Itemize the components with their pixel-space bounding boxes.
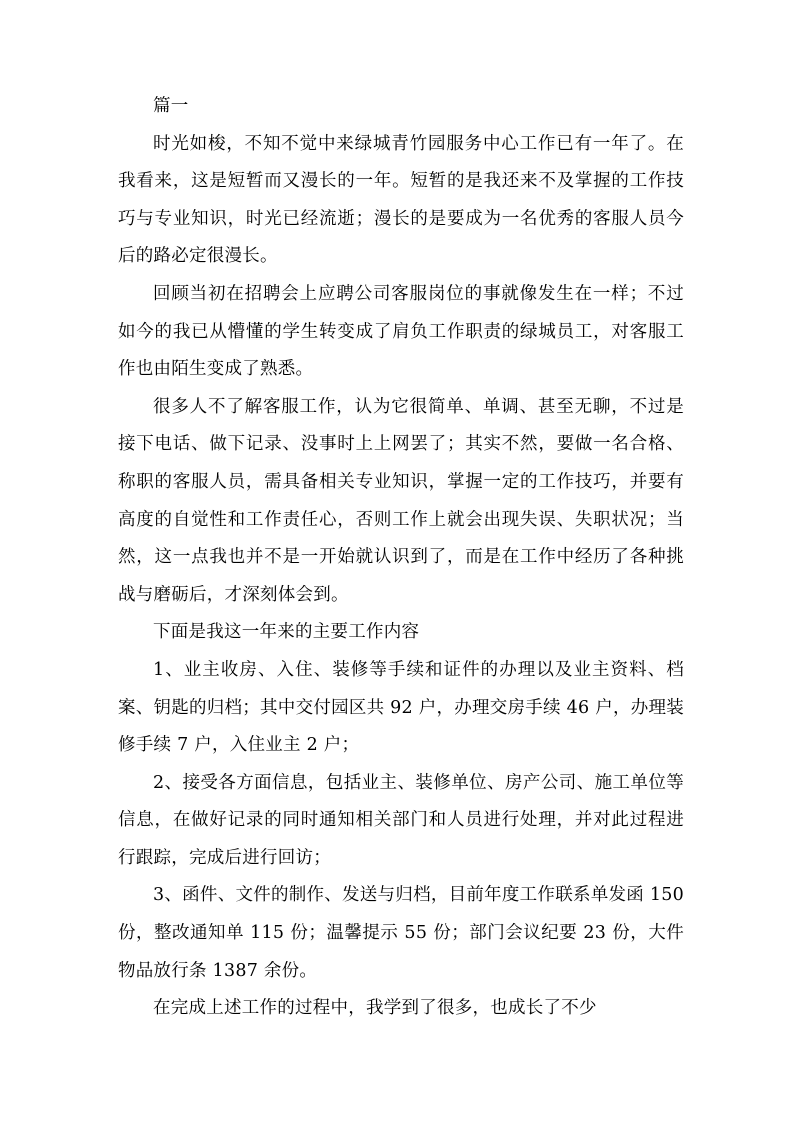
paragraph-intro: 时光如梭，不知不觉中来绿城青竹园服务中心工作已有一年了。在我看来，这是短暂而又漫长的一年。短暂的是我还来不及掌握的工作技巧与专业知识，时光已经流逝；漫长的是要成为一名优秀的客服人员今后的路必定很漫长。 bbox=[118, 133, 684, 267]
list-item-1: 1、业主收房、入住、装修等手续和证件的办理以及业主资料、档案、钥匙的归档；其中交付园区共 92 户，办理交房手续 46 户，办理装修手续 7 户，入住业主 2 户； bbox=[118, 659, 684, 756]
paragraph-recall: 回顾当初在招聘会上应聘公司客服岗位的事就像发生在一样；不过如今的我已从懵懂的学生转变成了肩负工作职责的绿城员工，对客服工作也由陌生变成了熟悉。 bbox=[118, 283, 684, 380]
paragraph-work-intro: 下面是我这一年来的主要工作内容 bbox=[153, 622, 420, 643]
list-item-3: 3、函件、文件的制作、发送与归档，目前年度工作联系单发函 150 份，整改通知单 115 份；温馨提示 55 份；部门会议纪要 23 份，大件物品放行条 1387 余份。 bbox=[118, 885, 684, 981]
paragraph-understanding: 很多人不了解客服工作，认为它很简单、单调、甚至无聊，不过是接下电话、做下记录、没事时上上网罢了；其实不然，要做一名合格、称职的客服人员，需具备相关专业知识，掌握一定的工作技巧，并要有高度的自觉性和工作责任心，否则工作上就会出现失误、失职状况；当然，这一点我也并不是一开始就认识到了，而是在工作中经历了各种挑战与磨砺后，才深刻体会到。 bbox=[118, 396, 684, 605]
paragraph-closing: 在完成上述工作的过程中，我学到了很多，也成长了不少 bbox=[153, 998, 597, 1019]
section-heading: 篇一 bbox=[153, 96, 189, 116]
document-body bbox=[118, 88, 684, 1028]
list-item-2: 2、接受各方面信息，包括业主、装修单位、房产公司、施工单位等信息，在做好记录的同时通知相关部门和人员进行处理，并对此过程进行跟踪，完成后进行回访； bbox=[118, 772, 684, 868]
